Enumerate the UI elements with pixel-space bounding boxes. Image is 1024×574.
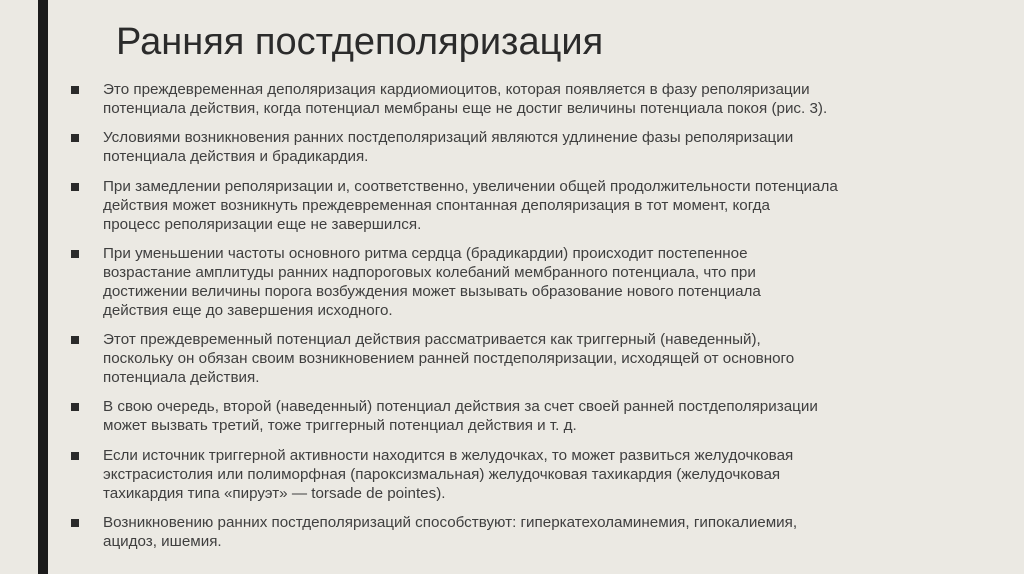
bullet-list: [70, 80, 1000, 561]
bullet-item: [70, 244, 1000, 320]
square-bullet-icon: [71, 336, 79, 344]
bullet-line: ацидоз, ишемия.: [103, 533, 222, 551]
bullet-item: [70, 513, 1000, 551]
bullet-line: действия еще до завершения исходного.: [103, 301, 393, 319]
side-accent-bar: [38, 0, 48, 574]
square-bullet-icon: [71, 134, 79, 142]
bullet-item: [70, 330, 1000, 387]
bullet-line: В свою очередь, второй (наведенный) потенциал действия за счет своей ранней постдеполяризации: [103, 398, 818, 416]
bullet-item: [70, 177, 1000, 234]
bullet-line: достижении величины порога возбуждения может вызывать образование нового потенциала: [103, 282, 761, 300]
slide-title: Ранняя постдеполяризация: [116, 21, 604, 63]
bullet-item: [70, 128, 1000, 166]
bullet-line: При замедлении реполяризации и, соответственно, увеличении общей продолжительности потенциала: [103, 177, 838, 195]
bullet-line: потенциала действия и брадикардия.: [103, 148, 369, 166]
bullet-line: поскольку он обязан своим возникновением ранней постдеполяризации, исходящей от основного: [103, 350, 795, 368]
bullet-item: [70, 80, 1000, 118]
bullet-line: Возникновению ранних постдеполяризаций способствуют: гиперкатехоламинемия, гипокалиемия,: [103, 514, 798, 532]
bullet-line: процесс реполяризации еще не завершился.: [103, 215, 422, 233]
bullet-line: тахикардия типа «пируэт» — torsade de pointes).: [103, 484, 446, 502]
square-bullet-icon: [71, 403, 79, 411]
bullet-line: Если источник триггерной активности находится в желудочках, то может развиться желудочковая: [103, 446, 794, 464]
bullet-line: может вызвать третий, тоже триггерный потенциал действия и т. д.: [103, 417, 577, 435]
bullet-line: действия может возникнуть преждевременная спонтанная деполяризация в тот момент, когда: [103, 196, 770, 214]
square-bullet-icon: [71, 86, 79, 94]
bullet-line: Условиями возникновения ранних постдеполяризаций являются удлинение фазы реполяризации: [103, 129, 794, 147]
square-bullet-icon: [71, 183, 79, 191]
bullet-line: возрастание амплитуды ранних надпороговых колебаний мембранного потенциала, что при: [103, 263, 756, 281]
bullet-item: [70, 397, 1000, 435]
bullet-line: Это преждевременная деполяризация кардиомиоцитов, которая появляется в фазу реполяризации: [103, 81, 810, 98]
square-bullet-icon: [71, 452, 79, 460]
bullet-line: потенциала действия, когда потенциал мембраны еще не достиг величины потенциала покоя (рис. 3).: [103, 100, 828, 117]
bullet-line: экстрасистолия или полиморфная (пароксизмальная) желудочковая тахикардия (желудочковая: [103, 465, 781, 483]
square-bullet-icon: [71, 250, 79, 258]
square-bullet-icon: [71, 519, 79, 527]
bullet-item: [70, 446, 1000, 503]
bullet-line: Этот преждевременный потенциал действия рассматривается как триггерный (наведенный),: [103, 331, 761, 349]
bullet-line: потенциала действия.: [103, 369, 260, 387]
bullet-line: При уменьшении частоты основного ритма сердца (брадикардии) происходит постепенное: [103, 244, 748, 262]
